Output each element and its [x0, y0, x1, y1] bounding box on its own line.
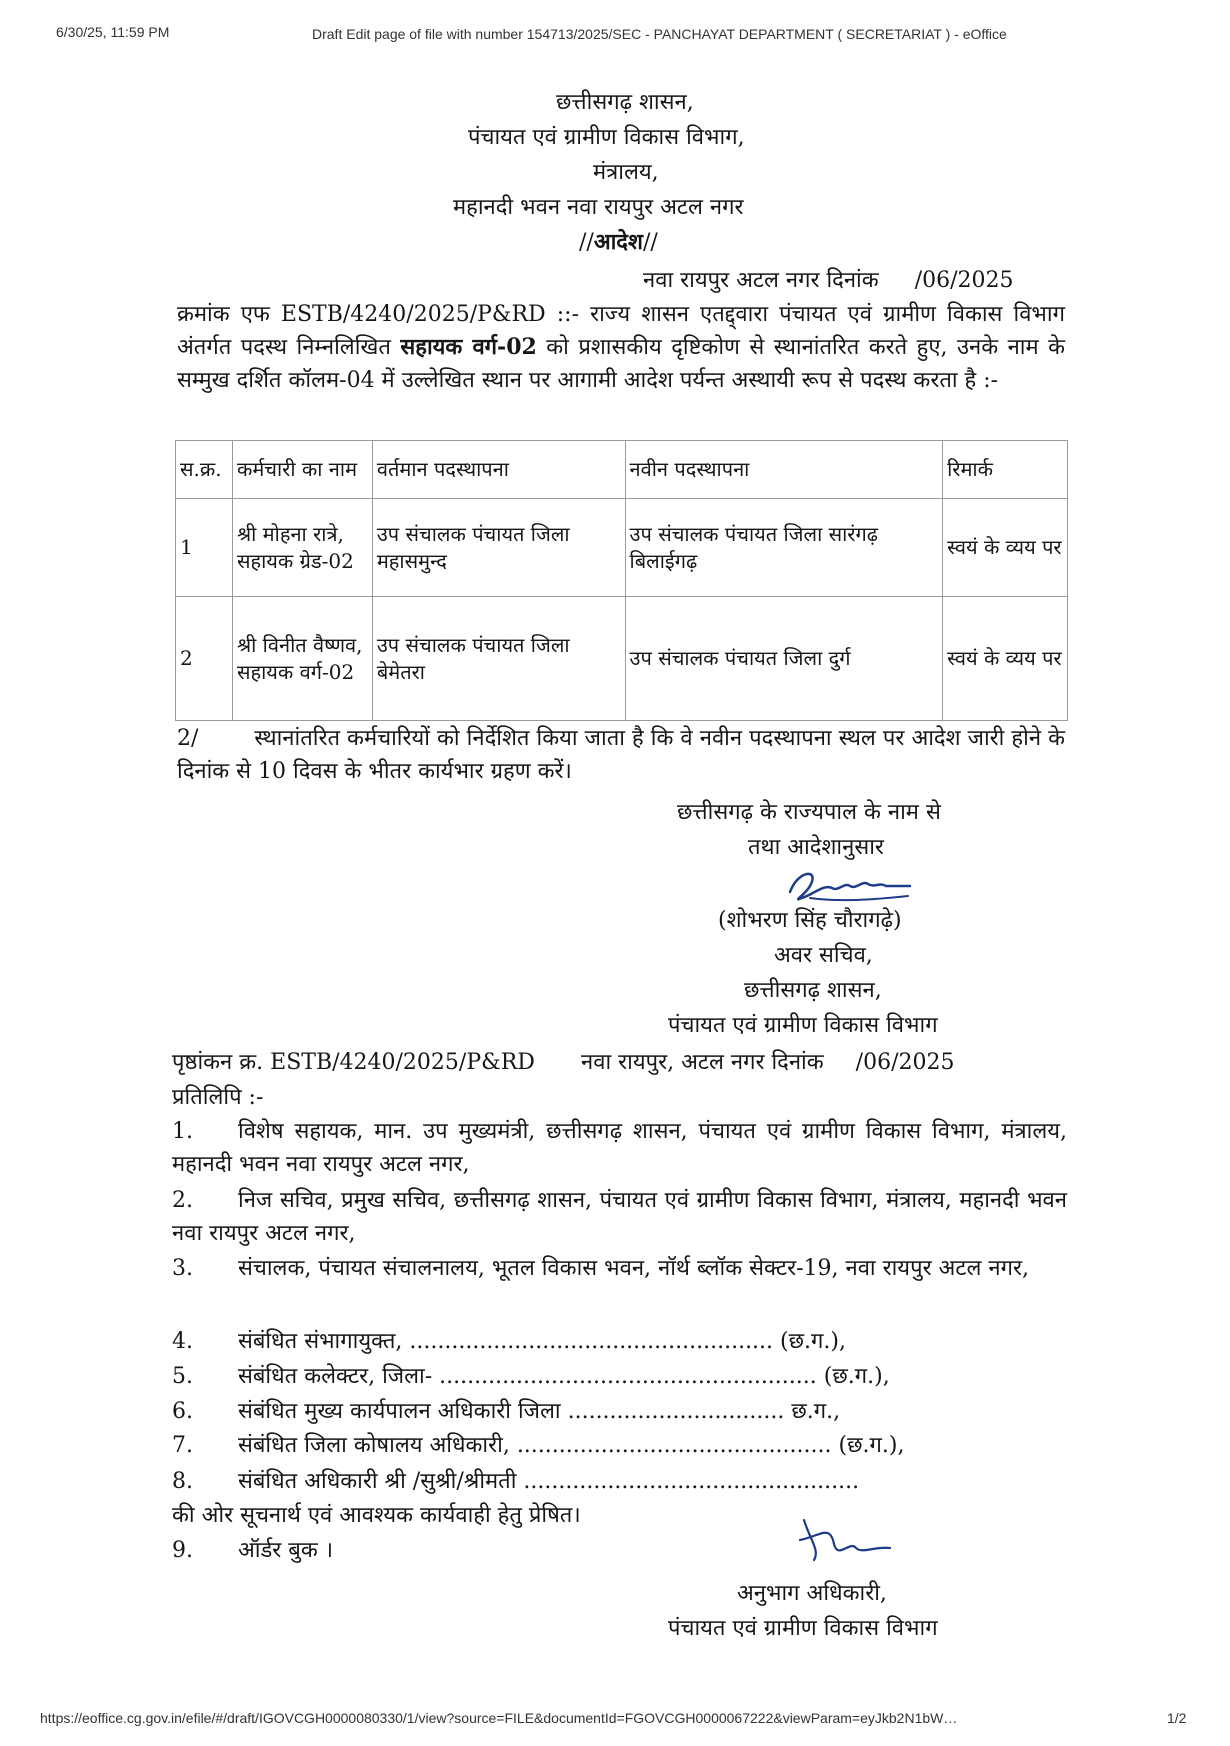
table-row [176, 499, 1068, 597]
table-cell: उप संचालक पंचायत जिला बेमेतरा [372, 597, 625, 721]
table-cell: स्वयं के व्यय पर [943, 499, 1068, 597]
place-label: नवा रायपुर अटल नगर दिनांक [643, 268, 879, 293]
order-date: /06/2025 [914, 268, 1014, 293]
address-line: महानदी भवन नवा रायपुर अटल नगर [453, 195, 744, 220]
order-para-text-2: को प्रशासकीय दृष्टिकोण से स्थानांतरित करते हुए, उनके नाम के सम्मुख दर्शित कॉलम-04 में उल्लेखित स्थान पर आगामी आदेश पर्यन्त अस्थायी रूप से पदस्थ करता है :- [177, 335, 1065, 393]
table-header-row [176, 441, 1068, 499]
table-cell: 2 [176, 597, 233, 721]
list-item-text: संबंधित कलेक्टर, जिला- ...................................................... (छ.ग.), [238, 1364, 890, 1389]
table-header-cell: रिमार्क [943, 441, 1068, 499]
list-item-text: संचालक, पंचायत संचालनालय, भूतल विकास भवन, नॉर्थ ब्लॉक सेक्टर-19, नवा रायपुर अटल नगर, [238, 1256, 1029, 1281]
table-cell: 1 [176, 499, 233, 597]
list-item-number: 7. [172, 1433, 193, 1458]
paragraph-2-text: स्थानांतरित कर्मचारियों को निर्देशित किया जाता है कि वे नवीन पदस्थापना स्थल पर आदेश जारी होने के दिनांक से 10 दिवस के भीतर कार्यभार ग्रहण करें। [177, 726, 1065, 784]
signatory-name: (शोभरण सिंह चौरागढ़े) [718, 908, 902, 933]
signatory-line-2: तथा आदेशानुसार [748, 835, 884, 860]
table-cell: स्वयं के व्यय पर [943, 597, 1068, 721]
copy-label: प्रतिलिपि :- [172, 1085, 264, 1110]
list-item-text: संबंधित मुख्य कार्यपालन अधिकारी जिला ............................... छ.ग., [238, 1399, 841, 1424]
place-date-line [643, 264, 1013, 294]
list-item-number: 1. [172, 1119, 193, 1144]
list-item-number: 8. [172, 1469, 193, 1494]
list-item [172, 1252, 1067, 1285]
endorsement-date: /06/2025 [855, 1050, 955, 1075]
order-para-text-1: क्रमांक एफ ESTB/4240/2025/P&RD ::- राज्य शासन एतद्द्वारा पंचायत एवं ग्रामीण विकास विभाग अंतर्गत पदस्थ निम्नलिखित [177, 302, 1065, 360]
order-title-prefix: // [579, 230, 594, 255]
govt-name: छत्तीसगढ़ शासन, [556, 90, 694, 115]
print-timestamp: 6/30/25, 11:59 PM [56, 24, 170, 40]
endorsement-place [581, 1046, 954, 1076]
list-item-text: ऑर्डर बुक । [238, 1538, 334, 1563]
list-item-number: 6. [172, 1399, 193, 1424]
list-item-text: निज सचिव, प्रमुख सचिव, छत्तीसगढ़ शासन, पंचायत एवं ग्रामीण विकास विभाग, मंत्रालय, महानदी भवन नवा रायपुर अटल नगर, [172, 1188, 1067, 1246]
initials-image [790, 1510, 900, 1570]
list-item-text: संबंधित जिला कोषालय अधिकारी, ............................................. (छ.ग.), [238, 1433, 905, 1458]
table-header-cell: नवीन पदस्थापना [625, 441, 943, 499]
list-item [172, 1115, 1067, 1181]
list-item-text: संबंधित अधिकारी श्री /सुश्री/श्रीमती ................................................ [238, 1469, 860, 1494]
list-item-number: 4. [172, 1329, 193, 1354]
list-item [172, 1465, 859, 1495]
table-header-cell: कर्मचारी का नाम [232, 441, 372, 499]
list-item [172, 1360, 890, 1390]
paragraph-2 [177, 722, 1065, 788]
list-item-text: संबंधित संभागायुक्त, .................................................... (छ.ग.), [238, 1329, 846, 1354]
table-cell: श्री विनीत वैष्णव, सहायक वर्ग-02 [232, 597, 372, 721]
section-officer-designation: अनुभाग अधिकारी, [737, 1581, 887, 1606]
order-title-suffix: // [642, 230, 658, 255]
table-cell: उप संचालक पंचायत जिला सारंगढ़ बिलाईगढ़ [625, 499, 943, 597]
order-paragraph [177, 298, 1065, 397]
signature-image [780, 862, 920, 910]
signatory-department: पंचायत एवं ग्रामीण विकास विभाग [668, 1013, 938, 1038]
list-item-number: 3. [172, 1256, 193, 1281]
signatory-line-1: छत्तीसगढ़ के राज्यपाल के नाम से [677, 800, 941, 825]
print-page-title: Draft Edit page of file with number 154713/2025/SEC - PANCHAYAT DEPARTMENT ( SECRETARIAT ) - eOffice [312, 26, 1007, 42]
signatory-govt: छत्तीसगढ़ शासन, [744, 978, 882, 1003]
list-item [172, 1395, 840, 1425]
print-url: https://eoffice.cg.gov.in/efile/#/draft/IGOVCGH0000080330/1/view?source=FILE&documentId=FGOVCGH0000067222&viewParam=eyJkb2N1bW… [40, 1710, 958, 1726]
order-title [579, 226, 658, 256]
department-name: पंचायत एवं ग्रामीण विकास विभाग, [468, 125, 745, 150]
list-item [172, 1184, 1067, 1250]
list-item [172, 1499, 581, 1529]
list-item-text: की ओर सूचनार्थ एवं आवश्यक कार्यवाही हेतु प्रेषित। [172, 1503, 581, 1528]
endorsement-ref: पृष्ठांकन क्र. ESTB/4240/2025/P&RD [172, 1050, 535, 1075]
list-item-number: 2. [172, 1188, 193, 1213]
table-cell: उप संचालक पंचायत जिला दुर्ग [625, 597, 943, 721]
list-item [172, 1325, 846, 1355]
order-title-text: आदेश [593, 229, 643, 255]
print-header [0, 24, 1230, 48]
table-cell: श्री मोहना रात्रे, सहायक ग्रेड-02 [232, 499, 372, 597]
table-cell: उप संचालक पंचायत जिला महासमुन्द [372, 499, 625, 597]
list-item [172, 1534, 333, 1564]
list-item-number: 9. [172, 1538, 193, 1563]
paragraph-2-number: 2/ [177, 726, 199, 751]
table-header-cell: स.क्र. [176, 441, 233, 499]
table-row [176, 597, 1068, 721]
print-page-number: 1/2 [1167, 1710, 1187, 1726]
table-header-cell: वर्तमान पदस्थापना [372, 441, 625, 499]
signatory-designation: अवर सचिव, [774, 943, 873, 968]
section-officer-department: पंचायत एवं ग्रामीण विकास विभाग [668, 1616, 938, 1641]
ministry-label: मंत्रालय, [593, 160, 659, 185]
endorsement-place-label: नवा रायपुर, अटल नगर दिनांक [581, 1050, 824, 1075]
list-item [172, 1429, 904, 1459]
transfer-table [175, 440, 1068, 721]
list-item-number: 5. [172, 1364, 193, 1389]
order-para-bold: सहायक वर्ग-02 [400, 334, 537, 360]
list-item-text: विशेष सहायक, मान. उप मुख्यमंत्री, छत्तीसगढ़ शासन, पंचायत एवं ग्रामीण विकास विभाग, मंत्रालय, महानदी भवन नवा रायपुर अटल नगर, [172, 1119, 1067, 1177]
print-footer [0, 1710, 1230, 1734]
